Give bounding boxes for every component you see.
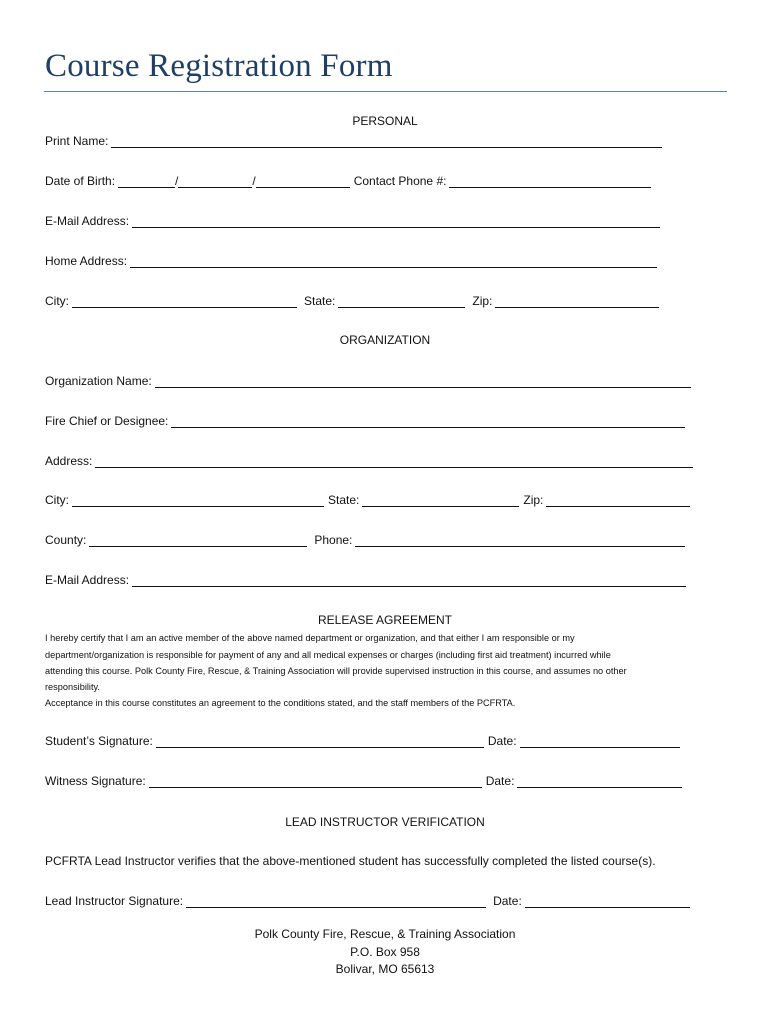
section-heading-personal: PERSONAL (352, 114, 418, 128)
home-address-label: Home Address: (45, 254, 128, 268)
footer-address (0, 926, 770, 979)
instructor-date-field[interactable] (525, 895, 690, 908)
org-zip-label: Zip: (523, 493, 544, 507)
org-state-field[interactable] (362, 494, 519, 507)
org-state-label: State: (328, 493, 360, 507)
instructor-date-label: Date: (493, 894, 522, 908)
org-address-label: Address: (45, 454, 93, 468)
print-name-field[interactable] (111, 135, 662, 148)
release-line-1: I hereby certify that I am an active member of the above named department or organization, and that either I am responsible or my (45, 633, 575, 643)
contact-phone-label: Contact Phone #: (353, 174, 447, 188)
instructor-signature-field[interactable] (186, 895, 486, 908)
org-phone-field[interactable] (355, 534, 685, 547)
org-name-row (45, 374, 695, 388)
county-field[interactable] (89, 534, 307, 547)
instructor-signature-row (45, 894, 694, 908)
org-phone-label: Phone: (314, 533, 353, 547)
release-line-3: attending this course. Polk County Fire, Rescue, & Training Association will provide supervised instruction in this course, and assumes no other (45, 666, 627, 676)
verification-statement (45, 854, 656, 868)
title-divider (44, 91, 727, 92)
dob-row (45, 174, 655, 188)
witness-date-field[interactable] (517, 775, 682, 788)
witness-date-label: Date: (485, 774, 515, 788)
email-row (45, 214, 664, 228)
release-line-4: responsibility. (45, 681, 100, 692)
org-city-field[interactable] (72, 494, 324, 507)
org-address-row (45, 454, 697, 468)
footer-po-box: P.O. Box 958 (350, 944, 420, 959)
release-line-5: Acceptance in this course constitutes an agreement to the conditions stated, and the staff members of the PCFRTA. (45, 697, 516, 708)
student-signature-field[interactable] (156, 735, 484, 748)
section-heading-verification: LEAD INSTRUCTOR VERIFICATION (285, 815, 485, 829)
city-field[interactable] (72, 295, 297, 308)
witness-signature-row (45, 774, 686, 788)
print-name-label: Print Name: (45, 134, 109, 148)
org-address-field[interactable] (95, 455, 693, 468)
fire-chief-label: Fire Chief or Designee: (45, 414, 169, 428)
county-phone-row (45, 533, 689, 547)
dob-month-field[interactable] (118, 175, 175, 188)
org-name-field[interactable] (155, 375, 691, 388)
release-agreement-text (45, 630, 715, 711)
section-heading-release: RELEASE AGREEMENT (317, 613, 453, 627)
org-email-label: E-Mail Address: (45, 573, 130, 587)
org-zip-field[interactable] (546, 494, 690, 507)
print-name-row (45, 134, 666, 148)
footer-city: Bolivar, MO 65613 (335, 962, 435, 976)
student-date-field[interactable] (520, 735, 680, 748)
county-label: County: (45, 533, 87, 547)
footer-org-name: Polk County Fire, Rescue, & Training Association (254, 927, 516, 941)
org-email-field[interactable] (132, 574, 686, 587)
org-city-state-zip-row (45, 493, 694, 507)
state-field[interactable] (338, 295, 465, 308)
home-address-row (45, 254, 661, 268)
state-label: State: (304, 294, 336, 308)
dob-separator-1: / (175, 174, 179, 188)
zip-label: Zip: (472, 294, 493, 308)
email-label: E-Mail Address: (45, 214, 130, 228)
dob-year-field[interactable] (256, 175, 350, 188)
fire-chief-row (45, 414, 689, 428)
section-heading-organization: ORGANIZATION (339, 333, 431, 347)
release-line-2: department/organization is responsible for payment of any and all medical expenses or charges (including first aid treatment) incurred while (45, 649, 611, 660)
dob-separator-2: / (252, 174, 256, 188)
contact-phone-field[interactable] (449, 175, 651, 188)
dob-day-field[interactable] (178, 175, 252, 188)
dob-label: Date of Birth: (45, 174, 116, 188)
instructor-signature-label: Lead Instructor Signature: (45, 894, 184, 908)
city-state-zip-row (45, 294, 663, 308)
home-address-field[interactable] (130, 255, 657, 268)
zip-field[interactable] (495, 295, 659, 308)
student-date-label: Date: (487, 734, 517, 748)
witness-signature-label: Witness Signature: (45, 774, 146, 788)
org-city-label: City: (45, 493, 69, 507)
email-field[interactable] (132, 215, 660, 228)
student-signature-label: Student’s Signature: (45, 734, 153, 748)
city-label: City: (45, 294, 69, 308)
org-name-label: Organization Name: (45, 374, 152, 388)
fire-chief-field[interactable] (171, 415, 685, 428)
org-email-row (45, 573, 690, 587)
witness-signature-field[interactable] (149, 775, 482, 788)
student-signature-row (45, 734, 684, 748)
page-title: Course Registration Form (45, 48, 393, 84)
verification-statement-text: PCFRTA Lead Instructor verifies that the above-mentioned student has successfully completed the listed course(s). (45, 854, 656, 868)
